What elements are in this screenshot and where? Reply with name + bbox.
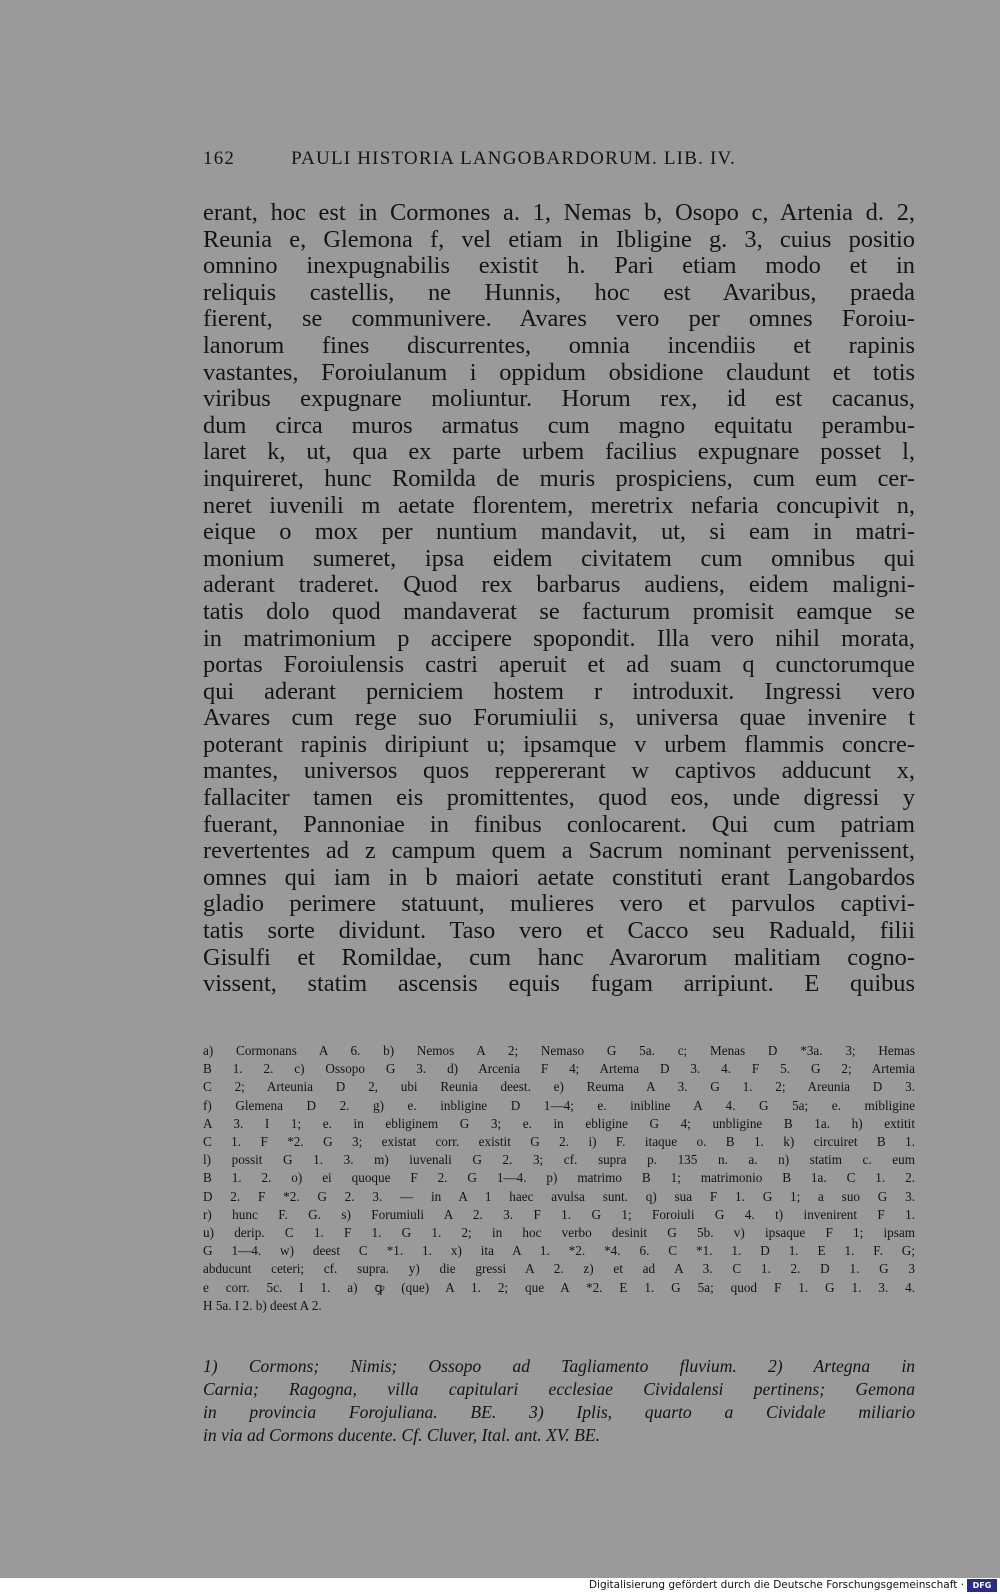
footnote-line: in via ad Cormons ducente. Cf. Cluver, Ital. ant. XV. BE.	[203, 1425, 600, 1445]
text-line: dum circa muros armatus cum magno equitatu perambu-	[203, 411, 915, 439]
text-line: revertentes ad z campum quem a Sacrum nominant pervenissent,	[203, 837, 915, 865]
main-text	[203, 200, 915, 998]
text-line: aderant traderet. Quod rex barbarus audiens, eidem maligni-	[203, 571, 915, 599]
apparatus-line: abducunt ceteri; cf. supra. y) die gressi A 2. z) et ad A 3. C 1. 2. D 1. G 3	[203, 1261, 915, 1277]
apparatus-line: B 1. 2. c) Ossopo G 3. d) Arcenia F 4; Artema D 3. 4. F 5. G 2; Artemia	[203, 1061, 915, 1077]
apparatus-line: f) Glemena D 2. g) e. inbligine D 1—4; e. inibline A 4. G 5a; e. mibligine	[203, 1097, 915, 1113]
text-line: Avares cum rege suo Forumiulii s, universa quae invenire t	[203, 704, 915, 732]
text-line: tatis sorte dividunt. Taso vero et Cacco seu Raduald, filii	[203, 917, 915, 945]
text-line: omnino inexpugnabilis existit h. Pari etiam modo et in	[203, 252, 915, 280]
text-line: vissent, statim ascensis equis fugam arripiunt. E quibus	[203, 970, 915, 998]
text-line: mantes, universos quos reppererant w captivos adducunt x,	[203, 757, 915, 785]
text-line: gladio perimere statuunt, mulieres vero et parvulos captivi-	[203, 890, 915, 918]
text-line: fierent, se communivere. Avares vero per omnes Foroiu-	[203, 305, 915, 333]
text-line: vastantes, Foroiulanum i oppidum obsidione claudunt et totis	[203, 358, 915, 386]
text-line: neret iuvenili m aetate florentem, meretrix nefaria concupivit n,	[203, 491, 915, 519]
apparatus-line: r) hunc F. G. s) Forumiuli A 2. 3. F 1. G 1; Foroiuli G 4. t) invenirent F 1.	[203, 1206, 915, 1222]
footnote-line: 1) Cormons; Nimis; Ossopo ad Tagliamento fluvium. 2) Artegna in	[203, 1356, 915, 1376]
text-line: inquireret, hunc Romilda de muris prospiciens, cum eum cer-	[203, 464, 915, 492]
apparatus-line: l) possit G 1. 3. m) iuvenali G 2. 3; cf. supra p. 135 n. a. n) statim c. eum	[203, 1152, 915, 1168]
dfg-logo: DFG	[967, 1579, 997, 1592]
text-line: fuerant, Pannoniae in finibus conlocarent. Qui cum patriam	[203, 810, 915, 838]
apparatus-line: C 1. F *2. G 3; existat corr. existit G 2. i) F. itaque o. B 1. k) circuiret B 1.	[203, 1134, 915, 1150]
text-line: poterant rapinis diripiunt u; ipsamque v urbem flammis concre-	[203, 730, 915, 758]
text-line: qui aderant perniciem hostem r introduxit. Ingressi vero	[203, 677, 915, 705]
critical-apparatus	[203, 1042, 915, 1315]
text-line: in matrimonium p accipere spopondit. Illa vero nihil morata,	[203, 624, 915, 652]
text-line: Gisulfi et Romildae, cum hanc Avarorum malitiam cogno-	[203, 943, 915, 971]
text-line: Reunia e, Glemona f, vel etiam in Ibligine g. 3, cuius positio	[203, 225, 915, 253]
apparatus-line: H 5a. I 2. b) deest A 2.	[203, 1297, 322, 1313]
digitization-credit: Digitalisierung gefördert durch die Deutsche Forschungsgemeinschaft ·	[588, 1579, 964, 1591]
apparatus-line: e corr. 5c. I 1. a) ꝙ (que) A 1. 2; que A *2. E 1. G 5a; quod F 1. G 1. 3. 4.	[203, 1279, 915, 1295]
footnote-line: in provincia Forojuliana. BE. 3) Iplis, quarto a Cividale miliario	[203, 1402, 915, 1422]
page-number: 162	[203, 148, 236, 169]
text-line: fallaciter tamen eis promittentes, quod eos, unde digressi y	[203, 784, 915, 812]
apparatus-line: A 3. I 1; e. in ebliginem G 3; e. in ebligine G 4; unbligine B 1a. h) extitit	[203, 1115, 915, 1131]
text-line: laret k, ut, qua ex parte urbem facilius expugnare posset l,	[203, 438, 915, 466]
page-header	[203, 148, 913, 170]
text-line: lanorum fines discurrentes, omnia incendiis et rapinis	[203, 331, 915, 359]
text-line: monium sumeret, ipsa eidem civitatem cum omnibus qui	[203, 544, 915, 572]
footnotes	[203, 1355, 915, 1447]
text-line: omnes qui iam in b maiori aetate constituti erant Langobardos	[203, 863, 915, 891]
apparatus-line: B 1. 2. o) ei quoque F 2. G 1—4. p) matrimo B 1; matrimonio B 1a. C 1. 2.	[203, 1170, 915, 1186]
apparatus-line: u) derip. C 1. F 1. G 1. 2; in hoc verbo desinit G 5b. v) ipsaque F 1; ipsam	[203, 1225, 915, 1241]
apparatus-line: C 2; Arteunia D 2, ubi Reunia deest. e) Reuma A 3. G 1. 2; Areunia D 3.	[203, 1079, 915, 1095]
apparatus-line: a) Cormonans A 6. b) Nemos A 2; Nemaso G 5a. c; Menas D *3a. 3; Hemas	[203, 1043, 915, 1058]
text-line: tatis dolo quod mandaverat se facturum promisit eamque se	[203, 597, 915, 625]
running-title: PAULI HISTORIA LANGOBARDORUM. LIB. IV.	[291, 148, 736, 169]
text-line: viribus expugnare moliuntur. Horum rex, id est cacanus,	[203, 385, 915, 413]
apparatus-line: G 1—4. w) deest C *1. 1. x) ita A 1. *2. *4. 6. C *1. 1. D 1. E 1. F. G;	[203, 1243, 915, 1259]
apparatus-line: D 2. F *2. G 2. 3. — in A 1 haec avulsa sunt. q) sua F 1. G 1; a suo G 3.	[203, 1188, 915, 1204]
text-line: reliquis castellis, ne Hunnis, hoc est Avaribus, praeda	[203, 278, 915, 306]
text-line: eique o mox per nuntium mandavit, ut, si eam in matri-	[203, 518, 915, 546]
footnote-line: Carnia; Ragogna, villa capitulari ecclesiae Cividalensi pertinens; Gemona	[203, 1379, 915, 1399]
text-line: portas Foroiulensis castri aperuit et ad suam q cunctorumque	[203, 651, 915, 679]
text-line: erant, hoc est in Cormones a. 1, Nemas b, Osopo c, Artenia d. 2,	[203, 199, 915, 226]
